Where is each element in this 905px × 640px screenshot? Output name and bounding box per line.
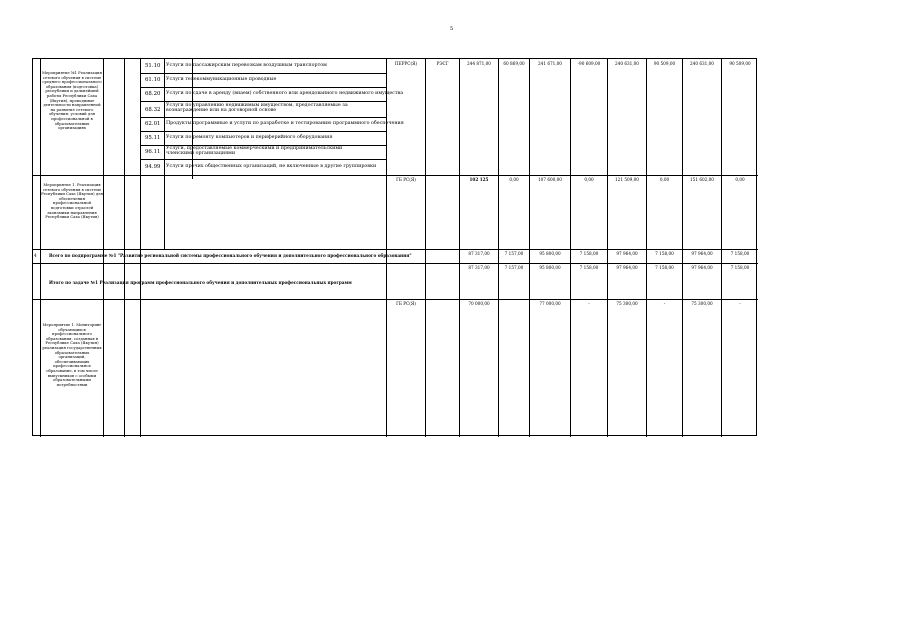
source-cell: ПЕРРС(Я) [394, 61, 418, 66]
value-cell: 102 125 [469, 177, 489, 182]
value-cell: 97 964,00 [616, 265, 638, 270]
page-number: 5 [450, 26, 454, 32]
value-cell: 97 964,00 [616, 251, 638, 256]
responsible-cell: Мероприятие №1 Реализация сетевого обучения в системе среднего профессионального образования (подготовка) республики и дальнейшей работы Республики Саха (Якутия), проводимые деятельности направленной на развитие сетевого обучения: условий для профессиональной в образовательных организациях [42, 70, 102, 131]
service-code: 68.20 [145, 91, 161, 97]
service-code: 68.32 [145, 107, 161, 113]
value-cell: 70 000,00 [468, 301, 490, 306]
value-cell: 87 317,00 [468, 251, 490, 256]
col-divider [529, 59, 530, 437]
service-code: 94.99 [145, 164, 161, 170]
service-code: 61.10 [145, 77, 161, 83]
responsible-cell: Мероприятие 1. Мониторинг обучающихся профессионального образования, созданная в Республике Саха (Якутия) реализация государственных образовательных организаций, обеспечивающих профессиональное образование, в том числе выпускников с особыми образовательными потребностями [42, 322, 102, 387]
total-label: Итого по задаче №1 Реализация программ профессионального обучения и дополнительных профессиональных программ [49, 280, 352, 285]
service-name: Услуги по сдаче в аренду (внаем) собственного или арендованного недвижимого имущества [166, 91, 404, 96]
value-cell: 7 158,00 [730, 265, 750, 270]
col-divider [103, 59, 104, 437]
value-cell: 7 158,00 [655, 251, 674, 256]
col-divider [682, 59, 683, 437]
value-cell: 77 000,00 [539, 301, 561, 306]
service-name: Услуги по ремонту компьютеров и периферийного оборудования [166, 135, 333, 140]
col-divider [646, 59, 647, 437]
value-cell: - [663, 301, 666, 306]
row-divider [140, 131, 386, 132]
service-name: Услуги, предоставляемые коммерческими и предпринимательскими членскими организациями [166, 146, 343, 157]
col-divider [498, 59, 499, 437]
row-divider [140, 87, 386, 88]
source-cell: ГБ РС(Я) [396, 301, 416, 306]
col-divider [459, 59, 460, 437]
value-cell: 0,00 [735, 177, 745, 182]
service-code: 95.11 [145, 135, 161, 141]
value-cell: - [588, 301, 590, 306]
value-cell: 75 300,00 [691, 301, 713, 306]
value-cell: 241 671,00 [538, 61, 562, 66]
col-divider [140, 59, 141, 437]
service-name: Услуги по управлению недвижимым имуществом, предоставляемые за вознаграждение или на договорной основе [166, 103, 348, 114]
value-cell: 90 509,00 [653, 61, 676, 66]
service-name: Услуги телекоммуникационные проводные [166, 77, 277, 82]
value-cell: 97 964,00 [691, 265, 713, 270]
row-label: Всего по подпрограмме №1 "Развитие региональной системы профессионального обучения и дополнительного профессионального образования" [49, 253, 412, 258]
service-name: Услуги по пассажирским перевозкам воздушным транспортом [166, 63, 327, 68]
value-cell: 95 800,00 [539, 251, 561, 256]
type-cell: РЭСГ [436, 61, 449, 66]
value-cell: -90 609,00 [577, 61, 601, 66]
value-cell: 7 158,00 [579, 265, 599, 270]
service-code: 62.01 [145, 121, 161, 127]
value-cell: 121 509,00 [615, 177, 639, 182]
value-cell: 151 602,00 [690, 177, 714, 182]
service-code: 96.11 [145, 149, 161, 155]
value-cell: 87 317,00 [468, 265, 490, 270]
value-cell: 0,00 [509, 177, 519, 182]
value-cell: - [739, 301, 741, 306]
value-cell: 97 964,00 [691, 251, 713, 256]
value-cell: 7 157,00 [504, 251, 524, 256]
col-divider [425, 59, 426, 437]
row-divider [33, 175, 758, 176]
col-divider [570, 59, 571, 437]
service-code: 51.10 [145, 63, 161, 69]
row-number: 4 [34, 253, 37, 258]
row-divider [33, 263, 758, 264]
value-cell: 0,00 [584, 177, 594, 182]
row-divider [140, 117, 386, 118]
service-name: Услуги прочих общественных организаций, не включенные в другие группировки [166, 164, 377, 169]
row-divider [140, 73, 386, 74]
col-divider [124, 59, 125, 437]
col-divider [721, 59, 722, 437]
value-cell: 240 631,00 [690, 61, 714, 66]
value-cell: 7 157,00 [504, 265, 524, 270]
value-cell: 7 158,00 [730, 251, 750, 256]
row-divider [140, 159, 386, 160]
value-cell: 244 871,00 [467, 61, 491, 66]
service-name: Продукты программные и услуги по разработке и тестированию программного обеспечения [166, 121, 404, 126]
col-divider [607, 59, 608, 437]
row-divider [33, 249, 758, 250]
value-cell: 95 800,00 [539, 265, 561, 270]
value-cell: 60 869,00 [503, 61, 525, 66]
source-cell: ГБ РС(Я) [396, 177, 416, 182]
value-cell: 75 300,00 [616, 301, 638, 306]
col-divider [386, 59, 387, 437]
value-cell: 240 631,00 [615, 61, 639, 66]
value-cell: 7 158,00 [655, 265, 674, 270]
value-cell: 7 158,00 [579, 251, 599, 256]
value-cell: 107 600,00 [538, 177, 562, 182]
responsible-cell: Мероприятие 1. Реализация сетевого обучения в системе Республики Саха (Якутия) для обеспечения профессиональной подготовки отраслей экономики направления Республики Саха (Якутия) [41, 182, 103, 220]
value-cell: 0,00 [659, 177, 670, 182]
row-divider [33, 299, 758, 300]
document-table [32, 58, 757, 436]
value-cell: 90 509,00 [729, 61, 751, 66]
row-divider [140, 101, 386, 102]
